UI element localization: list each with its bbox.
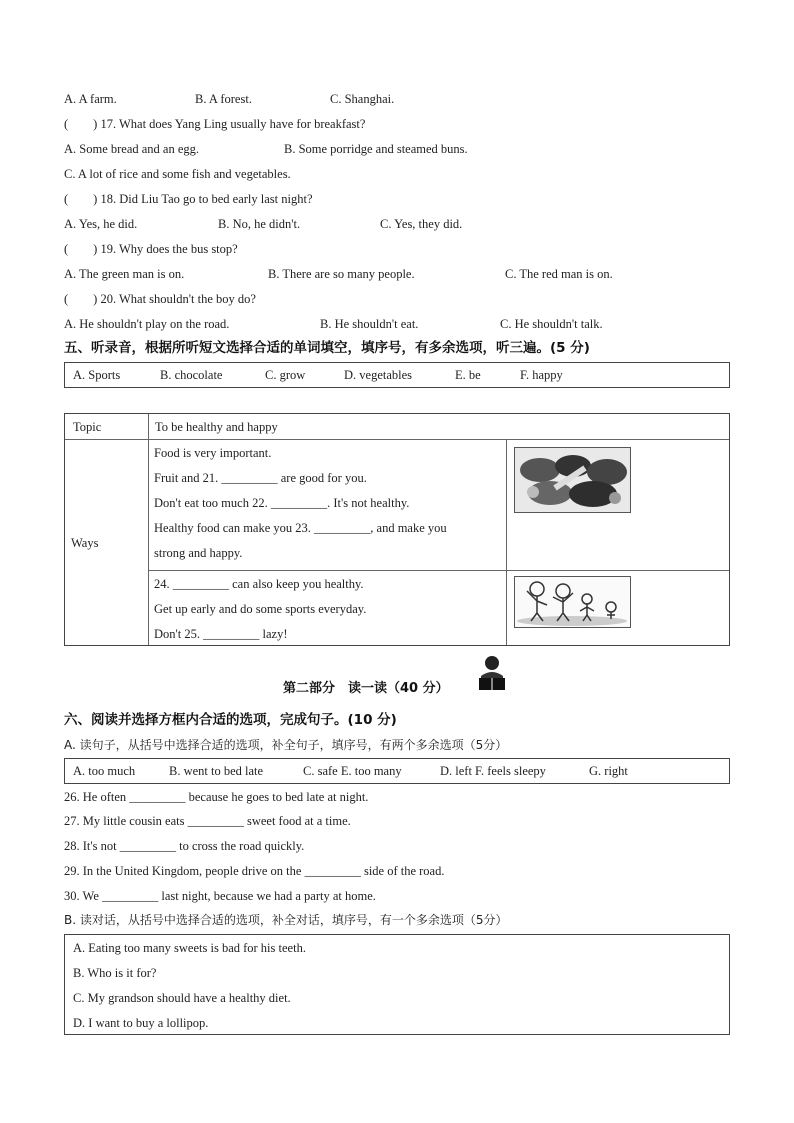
section5-title: 五、听录音，根据所听短文选择合适的单词填空，填序号，有多余选项，听三遍。(5 分) [64, 340, 590, 356]
topic-label: Topic [73, 420, 102, 434]
block1-line: strong and happy. [154, 546, 243, 560]
sentence-28: 28. It's not _________ to cross the road quickly. [64, 839, 305, 853]
section6-a-options-box [64, 758, 730, 784]
topic-value: To be healthy and happy [155, 420, 278, 434]
part2-title: 第二部分 读一读（40 分） [283, 681, 449, 696]
block1-line: Fruit and 21. _________ are good for you. [154, 471, 367, 485]
q19-option-a: A. The green man is on. [64, 267, 185, 281]
section6-a-option: C. safe E. too many [303, 764, 402, 778]
reading-person-icon [475, 654, 509, 694]
q20-stem: ( ) 20. What shouldn't the boy do? [64, 292, 256, 306]
section6-a-instruction: A. 读句子，从括号中选择合适的选项，补全句子，填序号，有两个多余选项（5分） [64, 738, 508, 752]
vegetables-picture [514, 447, 631, 513]
q17-option-a: A. Some bread and an egg. [64, 142, 200, 156]
section5-option-b: B. chocolate [160, 368, 223, 382]
section6-b-options-box [64, 934, 730, 1035]
q19-option-c: C. The red man is on. [505, 267, 613, 281]
section5-option-e: E. be [455, 368, 481, 382]
block1-line: Healthy food can make you 23. _________, and make you [154, 521, 447, 535]
q18-option-c: C. Yes, they did. [380, 217, 463, 231]
block1-line: Don't eat too much 22. _________. It's not healthy. [154, 496, 410, 510]
block2-line: 24. _________ can also keep you healthy. [154, 577, 364, 591]
section6-b-instruction: B. 读对话，从括号中选择合适的选项，补全对话，填序号，有一个多余选项（5分） [64, 913, 508, 927]
sentence-29: 29. In the United Kingdom, people drive on the _________ side of the road. [64, 864, 445, 878]
block2-line: Get up early and do some sports everyday. [154, 602, 367, 616]
section6-a-option: B. went to bed late [169, 764, 264, 778]
healthy-table [64, 413, 730, 646]
q17-option-c: C. A lot of rice and some fish and vegetables. [64, 167, 291, 181]
block1-line: Food is very important. [154, 446, 272, 460]
section6-a-option: G. right [589, 764, 628, 778]
sentence-30: 30. We _________ last night, because we had a party at home. [64, 889, 376, 903]
q20-option-c: C. He shouldn't talk. [500, 317, 603, 331]
section6-b-option-b: B. Who is it for? [73, 966, 157, 980]
section6-a-option: A. too much [73, 764, 136, 778]
q19-stem: ( ) 19. Why does the bus stop? [64, 242, 238, 256]
q18-option-b: B. No, he didn't. [218, 217, 301, 231]
section6-a-option: D. left F. feels sleepy [440, 764, 546, 778]
section5-option-d: D. vegetables [344, 368, 413, 382]
section5-options-box [64, 362, 730, 388]
section6-title: 六、阅读并选择方框内合适的选项，完成句子。(10 分) [64, 712, 397, 728]
family-cartoon [514, 576, 631, 628]
section6-b-option-d: D. I want to buy a lollipop. [73, 1016, 209, 1030]
q20-option-a: A. He shouldn't play on the road. [64, 317, 230, 331]
section6-b-option-a: A. Eating too many sweets is bad for his teeth. [73, 941, 306, 955]
ways-label: Ways [71, 536, 99, 550]
block2-line: Don't 25. _________ lazy! [154, 627, 288, 641]
sentence-27: 27. My little cousin eats _________ sweet food at a time. [64, 814, 351, 828]
q18-stem: ( ) 18. Did Liu Tao go to bed early last night? [64, 192, 313, 206]
q16-option-c: C. Shanghai. [330, 92, 395, 106]
section5-option-f: F. happy [520, 368, 563, 382]
q16-option-b: B. A forest. [195, 92, 252, 106]
sentence-26: 26. He often _________ because he goes to bed late at night. [64, 790, 369, 804]
q17-stem: ( ) 17. What does Yang Ling usually have for breakfast? [64, 117, 366, 131]
q20-option-b: B. He shouldn't eat. [320, 317, 419, 331]
section5-option-a: A. Sports [73, 368, 121, 382]
q17-option-b: B. Some porridge and steamed buns. [284, 142, 468, 156]
section6-b-option-c: C. My grandson should have a healthy diet. [73, 991, 291, 1005]
q16-option-a: A. A farm. [64, 92, 117, 106]
section5-option-c: C. grow [265, 368, 306, 382]
q19-option-b: B. There are so many people. [268, 267, 415, 281]
q18-option-a: A. Yes, he did. [64, 217, 138, 231]
